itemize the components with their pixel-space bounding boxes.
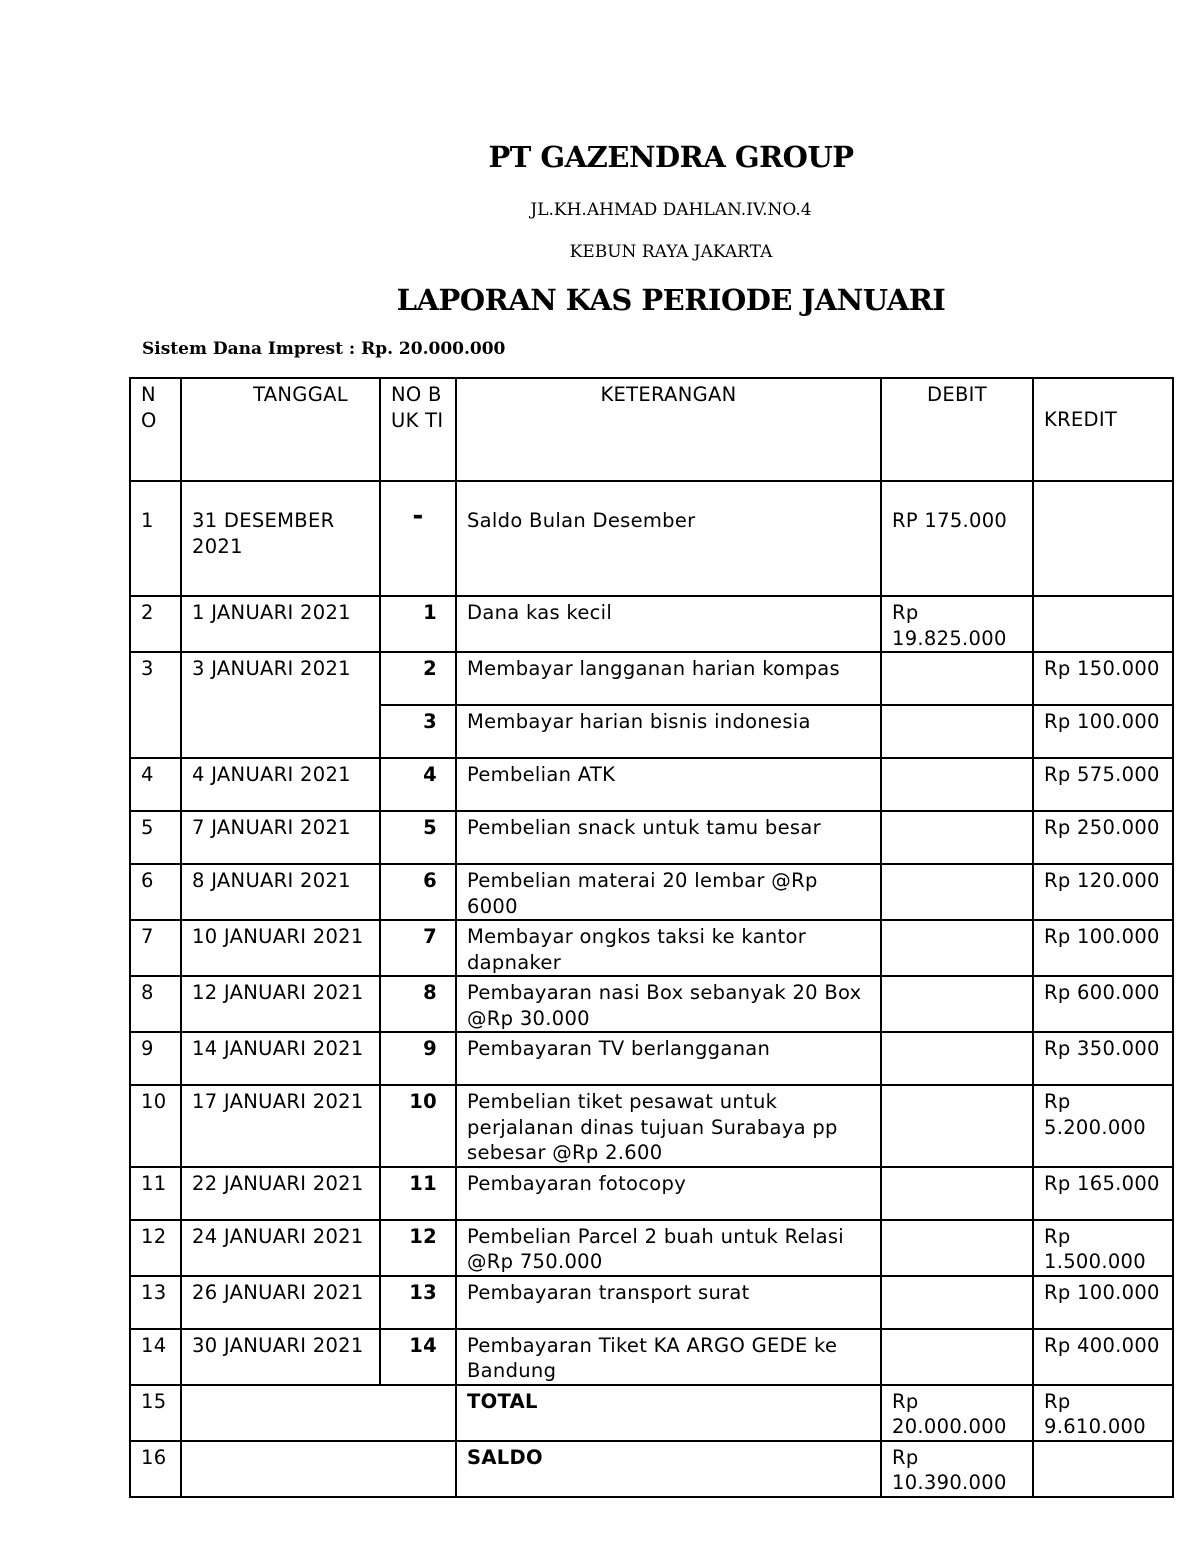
cell-no: 7 [130,920,181,976]
cell-keterangan: Pembelian Parcel 2 buah untuk Relasi @Rp 750.000 [456,1220,881,1276]
cell-tanggal: 17 JANUARI 2021 [181,1085,380,1167]
cell-empty [181,1385,456,1441]
cell-kredit: Rp 600.000 [1033,976,1173,1032]
cell-tanggal: 7 JANUARI 2021 [181,811,380,864]
cell-no: 13 [130,1276,181,1329]
cell-no: 12 [130,1220,181,1276]
cell-bukti: 14 [380,1329,456,1385]
cash-report-table [129,377,1174,1498]
header-no-bukti: NO BUK TI [380,378,456,481]
table-row [130,976,1173,1032]
cell-debit [881,1276,1033,1329]
cell-bukti: 12 [380,1220,456,1276]
cell-bukti: 3 [380,705,456,758]
cell-no: 16 [130,1441,181,1497]
table-header-row [130,378,1173,481]
table-row [130,864,1173,920]
cell-debit [881,1167,1033,1220]
cell-kredit: Rp 400.000 [1033,1329,1173,1385]
cell-kredit: Rp 350.000 [1033,1032,1173,1085]
cell-debit [881,976,1033,1032]
cell-keterangan: Pembelian ATK [456,758,881,811]
cell-debit: Rp 19.825.000 [881,596,1033,652]
cell-keterangan: Pembayaran transport surat [456,1276,881,1329]
table-row [130,1220,1173,1276]
cell-bukti: 9 [380,1032,456,1085]
header-kredit: KREDIT [1033,378,1173,481]
cell-debit [881,920,1033,976]
cell-debit [881,705,1033,758]
cell-tanggal: 26 JANUARI 2021 [181,1276,380,1329]
cell-keterangan: Pembelian snack untuk tamu besar [456,811,881,864]
cell-bukti: 6 [380,864,456,920]
cell-no: 10 [130,1085,181,1167]
cell-no: 4 [130,758,181,811]
cell-no: 11 [130,1167,181,1220]
cell-tanggal: 30 JANUARI 2021 [181,1329,380,1385]
cell-kredit: Rp 165.000 [1033,1167,1173,1220]
header-tanggal: TANGGAL [181,378,380,481]
cell-debit [881,864,1033,920]
address-line-1: JL.KH.AHMAD DAHLAN.IV.NO.4 [530,200,812,220]
cell-kredit: Rp 150.000 [1033,652,1173,705]
total-debit: Rp 20.000.000 [881,1385,1033,1441]
table-row [130,1167,1173,1220]
cell-tanggal: 1 JANUARI 2021 [181,596,380,652]
cell-tanggal: 12 JANUARI 2021 [181,976,380,1032]
cell-bukti: 4 [380,758,456,811]
cell-tanggal: 22 JANUARI 2021 [181,1167,380,1220]
cell-bukti: 2 [380,652,456,705]
cell-keterangan: Pembayaran nasi Box sebanyak 20 Box @Rp 30.000 [456,976,881,1032]
cell-debit [881,1329,1033,1385]
cell-tanggal: 10 JANUARI 2021 [181,920,380,976]
cell-kredit: Rp 100.000 [1033,920,1173,976]
cell-kredit: Rp 250.000 [1033,811,1173,864]
cell-kredit: Rp 100.000 [1033,1276,1173,1329]
cell-tanggal: 8 JANUARI 2021 [181,864,380,920]
cell-tanggal: 31 DESEMBER 2021 [181,481,380,596]
table-row [130,811,1173,864]
report-title: LAPORAN KAS PERIODE JANUARI [396,283,946,317]
saldo-label: SALDO [456,1441,881,1497]
cell-keterangan: Membayar harian bisnis indonesia [456,705,881,758]
cell-debit [881,1085,1033,1167]
cell-no: 8 [130,976,181,1032]
cell-no: 6 [130,864,181,920]
header-keterangan: KETERANGAN [456,378,881,481]
cell-debit: RP 175.000 [881,481,1033,596]
cell-keterangan: Pembayaran Tiket KA ARGO GEDE ke Bandung [456,1329,881,1385]
table-row [130,596,1173,652]
address-line-2: KEBUN RAYA JAKARTA [569,242,773,262]
header-debit: DEBIT [881,378,1033,481]
table-row [130,652,1173,705]
cell-bukti: - [380,481,456,596]
saldo-row [130,1441,1173,1497]
cell-keterangan: Pembayaran fotocopy [456,1167,881,1220]
cell-tanggal: 3 JANUARI 2021 [181,652,380,758]
cell-tanggal: 24 JANUARI 2021 [181,1220,380,1276]
cell-bukti: 5 [380,811,456,864]
cell-keterangan: Pembelian materai 20 lembar @Rp 6000 [456,864,881,920]
cell-bukti: 8 [380,976,456,1032]
cell-keterangan: Saldo Bulan Desember [456,481,881,596]
cell-no: 1 [130,481,181,596]
cell-keterangan: Membayar langganan harian kompas [456,652,881,705]
cell-kredit: Rp 120.000 [1033,864,1173,920]
cell-no: 3 [130,652,181,758]
cell-keterangan: Dana kas kecil [456,596,881,652]
table-row [130,1085,1173,1167]
cell-tanggal: 4 JANUARI 2021 [181,758,380,811]
cell-no: 15 [130,1385,181,1441]
cell-no: 5 [130,811,181,864]
table-row [130,758,1173,811]
saldo-kredit [1033,1441,1173,1497]
cell-debit [881,811,1033,864]
table-row [130,1032,1173,1085]
imprest-info: Sistem Dana Imprest : Rp. 20.000.000 [142,339,506,359]
cell-no: 2 [130,596,181,652]
cell-debit [881,758,1033,811]
cell-bukti: 1 [380,596,456,652]
cell-kredit: Rp 575.000 [1033,758,1173,811]
cell-keterangan: Pembelian tiket pesawat untuk perjalanan dinas tujuan Surabaya pp sebesar @Rp 2.600 [456,1085,881,1167]
total-kredit: Rp 9.610.000 [1033,1385,1173,1441]
cell-kredit: Rp 1.500.000 [1033,1220,1173,1276]
cell-debit [881,1032,1033,1085]
total-label: TOTAL [456,1385,881,1441]
header-no: N O [130,378,181,481]
cell-kredit [1033,481,1173,596]
cell-empty [181,1441,456,1497]
table-row [130,1276,1173,1329]
table-row [130,920,1173,976]
table-row [130,481,1173,596]
total-row [130,1385,1173,1441]
cell-kredit: Rp 5.200.000 [1033,1085,1173,1167]
cell-no: 9 [130,1032,181,1085]
cell-kredit: Rp 100.000 [1033,705,1173,758]
cell-bukti: 11 [380,1167,456,1220]
cell-bukti: 10 [380,1085,456,1167]
cell-bukti: 7 [380,920,456,976]
cell-keterangan: Membayar ongkos taksi ke kantor dapnaker [456,920,881,976]
cell-bukti: 13 [380,1276,456,1329]
saldo-debit: Rp 10.390.000 [881,1441,1033,1497]
cell-tanggal: 14 JANUARI 2021 [181,1032,380,1085]
company-name: PT GAZENDRA GROUP [488,140,854,174]
cell-no: 14 [130,1329,181,1385]
table-row [130,1329,1173,1385]
cell-keterangan: Pembayaran TV berlangganan [456,1032,881,1085]
cell-kredit [1033,596,1173,652]
cell-debit [881,652,1033,705]
